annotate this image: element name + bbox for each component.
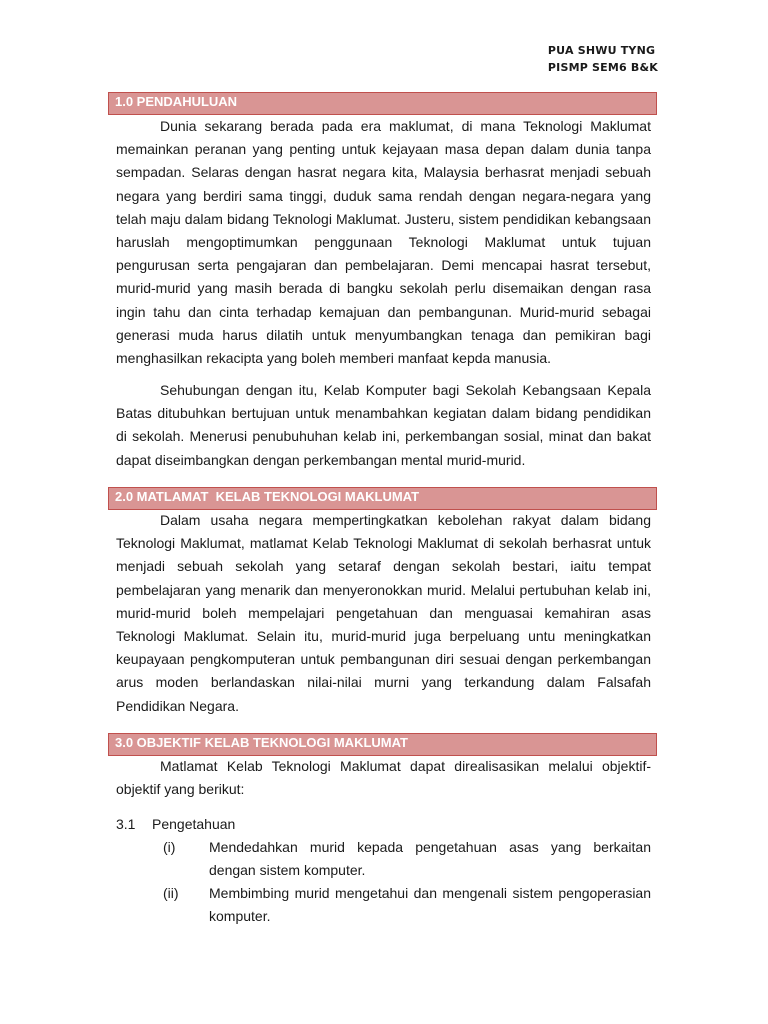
section-heading-pendahuluan: [108, 92, 657, 115]
section-title: 3.0 OBJEKTIF KELAB TEKNOLOGI MAKLUMAT: [115, 735, 408, 750]
author-name: PUA SHWU TYNG: [547, 44, 656, 57]
list-item: [163, 836, 651, 882]
section-heading-matlamat: [108, 487, 657, 510]
subsection-number: 3.1: [116, 816, 136, 832]
section-title: 2.0 MATLAMAT KELAB TEKNOLOGI MAKLUMAT: [115, 489, 420, 504]
paragraph: Sehubungan dengan itu, Kelab Komputer bagi Sekolah Kebangsaan Kepala Batas ditubuhkan bertujuan untuk menambahkan kegiatan dalam bidang pendidikan di sekolah. Menerusi penubuhuhan kelab ini, perkembangan sosial, minat dan bakat dapat diseimbangkan dengan perkembangan mental murid-murid.: [116, 382, 651, 468]
list-item-text: Membimbing murid mengetahui dan mengenali sistem pengoperasian komputer.: [209, 885, 651, 925]
course-label: PISMP SEM6 B&K: [547, 61, 658, 74]
list-item-text: Mendedahkan murid kepada pengetahuan asas yang berkaitan dengan sistem komputer.: [209, 839, 651, 879]
list-item: [163, 882, 651, 928]
subsection-heading: [116, 813, 235, 836]
subsection-title: Pengetahuan: [152, 816, 236, 832]
paragraph: Matlamat Kelab Teknologi Maklumat dapat direalisasikan melalui objektif-objektif yang berikut:: [116, 758, 651, 798]
section-heading-objektif: [108, 733, 657, 756]
list-item-marker: (i): [163, 839, 176, 855]
section-title: 1.0 PENDAHULUAN: [115, 94, 238, 109]
list-item-marker: (ii): [163, 885, 179, 901]
paragraph: Dunia sekarang berada pada era maklumat, di mana Teknologi Maklumat memainkan peranan yang penting untuk kejayaan masa depan dalam dunia tanpa sempadan. Selaras dengan hasrat negara kita, Malaysia berhasrat menjadi sebuah negara yang berdiri sama tinggi, duduk sama rendah dengan negara-negara yang telah maju dalam bidang Teknologi Maklumat. Justeru, sistem pendidikan kebangsaan haruslah mengoptimumkan penggunaan Teknologi Maklumat untuk tujuan pengurusan serta pengajaran dan pembelajaran. Demi mencapai hasrat tersebut, murid-murid yang masih berada di bangku sekolah perlu disemaikan dengan rasa ingin tahu dan cinta terhadap kemajuan dan pembangunan. Murid-murid sebagai generasi muda harus dilatih untuk menyumbangkan tenaga dan pemikiran bagi menghasilkan rekacipta yang boleh memberi manfaat kepda manusia.: [116, 118, 651, 367]
paragraph: Dalam usaha negara mempertingkatkan kebolehan rakyat dalam bidang Teknologi Maklumat, matlamat Kelab Teknologi Maklumat di sekolah berhasrat untuk menjadi sebuah sekolah yang setaraf dengan sekolah bestari, iaitu tempat pembelajaran yang menarik dan menyeronokkan murid. Melalui pertubuhan kelab ini, murid-murid boleh mempelajari pengetahuan dan menguasai kemahiran asas Teknologi Maklumat. Selain itu, murid-murid juga berpeluang untu meningkatkan keupayaan pengkomputeran untuk pembangunan diri sesuai dengan perkembangan arus moden berlandaskan nilai-nilai murni yang terkandung dalam Falsafah Pendidikan Negara.: [116, 512, 651, 714]
page-header: [548, 42, 658, 76]
